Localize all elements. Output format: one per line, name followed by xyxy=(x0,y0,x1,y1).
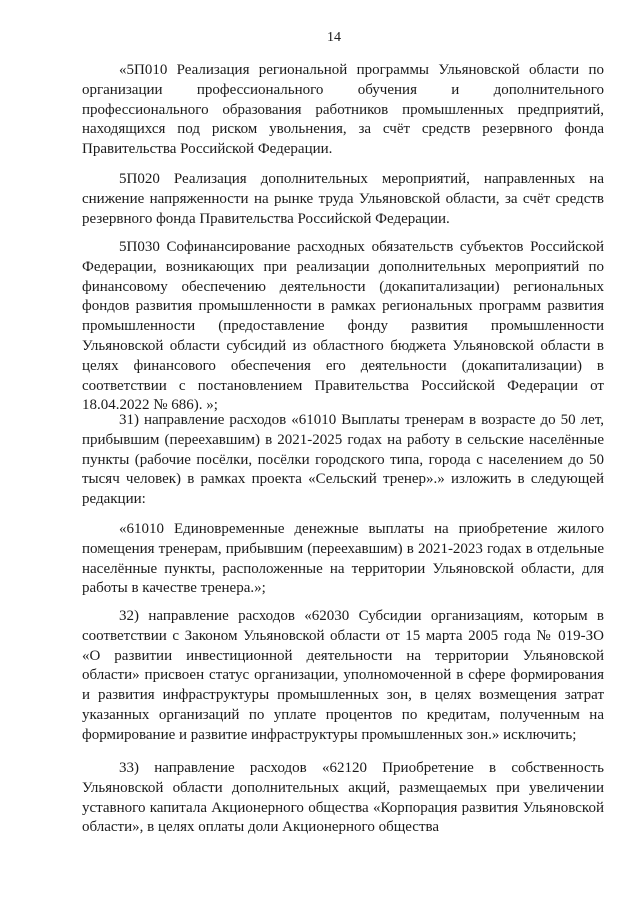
paragraph-61010-new: «61010 Единовременные денежные выплаты на приобретение жилого помещения тренерам, прибывшим (переехавшим) в 2021-2023 годах в отдельные населённые пункты, расположенные на территории Ульяновской области, для работы в качестве тренера.»; xyxy=(82,521,604,597)
paragraph-5p020: 5П020 Реализация дополнительных мероприятий, направленных на снижение напряженности на рынке труда Ульяновской области, за счёт средств резервного фонда Правительства Российской Федерации. xyxy=(82,171,604,227)
paragraph-item-33: 33) направление расходов «62120 Приобретение в собственность Ульяновской области дополнительных акций, размещаемых при увеличении уставного капитала Акционерного общества «Корпорация развития Ульяновской области», в целях оплаты доли Акционерного общества xyxy=(82,760,604,836)
page-number: 14 xyxy=(327,30,341,45)
paragraph-item-32: 32) направление расходов «62030 Субсидии организациям, которым в соответствии с Законом Ульяновской области от 15 марта 2005 года № 019-ЗО «О развитии инвестиционной деятельности на территории Ульяновской области» присвоен статус организации, уполномоченной в сфере формирования и развития инфраструктуры промышленных зон, в целях возмещения затрат указанных организаций по уплате процентов по кредитам, полученным на формирование и развитие инфраструктуры промышленных зон.» исключить; xyxy=(82,608,604,743)
paragraph-5p030: 5П030 Софинансирование расходных обязательств субъектов Российской Федерации, возникающих при реализации дополнительных мероприятий по финансовому обеспечению деятельности (докапитализации) региональных фондов развития промышленности в рамках региональных программ развития промышленности (предоставление фонду развития промышленности Ульяновской области субсидий из областного бюджета Ульяновской области в целях финансового обеспечения его деятельности (докапитализации) в соответствии с постановлением Правительства Российской Федерации от 18.04.2022 № 686). »; xyxy=(82,239,604,414)
paragraph-5p010: «5П010 Реализация региональной программы Ульяновской области по организации профессионального обучения и дополнительного профессионального образования работников промышленных предприятий, находящихся под риском увольнения, за счёт средств резервного фонда Правительства Российской Федерации. xyxy=(82,62,604,158)
paragraph-item-31: 31) направление расходов «61010 Выплаты тренерам в возрасте до 50 лет, прибывшим (переехавшим) в 2021-2025 годах на работу в сельские населённые пункты (рабочие посёлки, посёлки городского типа, города с населением до 50 тысяч человек) в рамках проекта «Сельский тренер».» изложить в следующей редакции: xyxy=(82,412,604,508)
